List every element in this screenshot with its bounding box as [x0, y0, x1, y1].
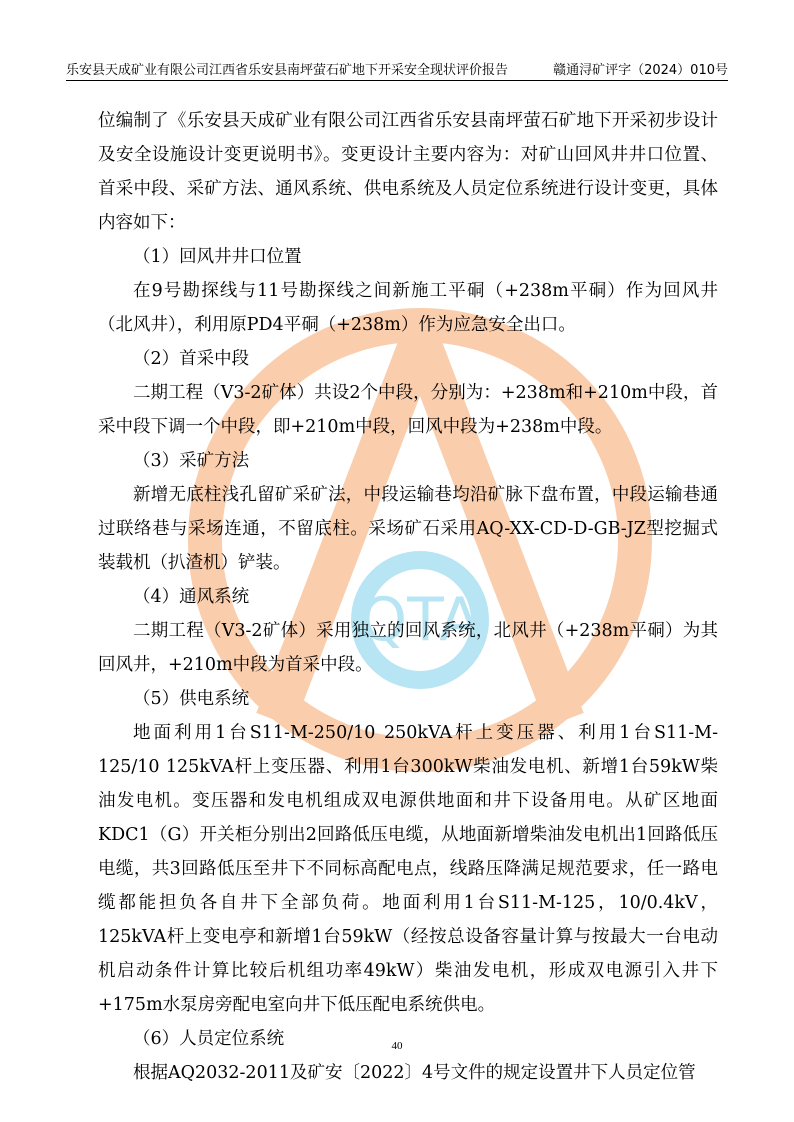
header-title: 乐安县天成矿业有限公司江西省乐安县南坪萤石矿地下开采安全现状评价报告 — [66, 63, 509, 78]
section-heading: （3）采矿方法 — [133, 451, 250, 471]
body-paragraph: 在9号勘探线与11号勘探线之间新施工平硐（+238m平硐）作为回风井（北风井），利用原PD4平硐（+238m）作为应急安全出口。 — [98, 281, 718, 335]
section-heading: （6）人员定位系统 — [133, 1029, 285, 1049]
body-paragraph: 位编制了《乐安县天成矿业有限公司江西省乐安县南坪萤石矿地下开采初步设计及安全设施设计变更说明书》。变更设计主要内容为：对矿山回风井井口位置、首采中段、采矿方法、通风系统、供电系统及人员定位系统进行设计变更，具体内容如下： — [98, 111, 718, 233]
body-paragraph: 地面利用1台S11-M-250/10 250kVA杆上变压器、利用1台S11-M-125/10 125kVA杆上变压器、利用1台300kW柴油发电机、新增1台59kW柴油发电机。变压器和发电机组成双电源供地面和井下设备用电。从矿区地面KDC1（G）开关柜分别出2回路低压电缆，从地面新增柴油发电机出1回路低压电缆，共3回路低压至井下不同标高配电点，线路压降满足规范要求，任一路电缆都能担负各自井下全部负荷。地面利用1台S11-M-125，10/0.4kV，125kVA杆上变电亭和新增1台59kW（经按总设备容量计算与按最大一台电动机启动条件计算比较后机组功率49kW）柴油发电机，形成双电源引入井下+175m水泵房旁配电室向井下低压配电系统供电。 — [98, 723, 718, 1015]
page-header — [66, 56, 728, 81]
section-heading: （2）首采中段 — [133, 349, 250, 369]
page-number: 40 — [391, 1040, 403, 1052]
body-paragraph: 二期工程（V3-2矿体）采用独立的回风系统，北风井（+238m平硐）为其回风井，+210m中段为首采中段。 — [98, 621, 718, 675]
header-doc-number: 赣通浔矿评字（2024）010号 — [553, 63, 728, 78]
body-paragraph: 新增无底柱浅孔留矿采矿法，中段运输巷均沿矿脉下盘布置，中段运输巷通过联络巷与采场连通，不留底柱。采场矿石采用AQ-XX-CD-D-GB-JZ型挖掘式装载机（扒渣机）铲装。 — [98, 485, 718, 573]
watermark-text: QTA — [359, 585, 481, 655]
section-heading: （5）供电系统 — [133, 689, 250, 709]
section-heading: （4）通风系统 — [133, 587, 250, 607]
body-paragraph: 二期工程（V3-2矿体）共设2个中段，分别为：+238m和+210m中段，首采中段下调一个中段，即+210m中段，回风中段为+238m中段。 — [98, 383, 718, 437]
document-body — [98, 104, 718, 1090]
body-paragraph: 根据AQ2032-2011及矿安〔2022〕4号文件的规定设置井下人员定位管 — [133, 1063, 696, 1083]
section-heading: （1）回风井井口位置 — [133, 247, 302, 267]
